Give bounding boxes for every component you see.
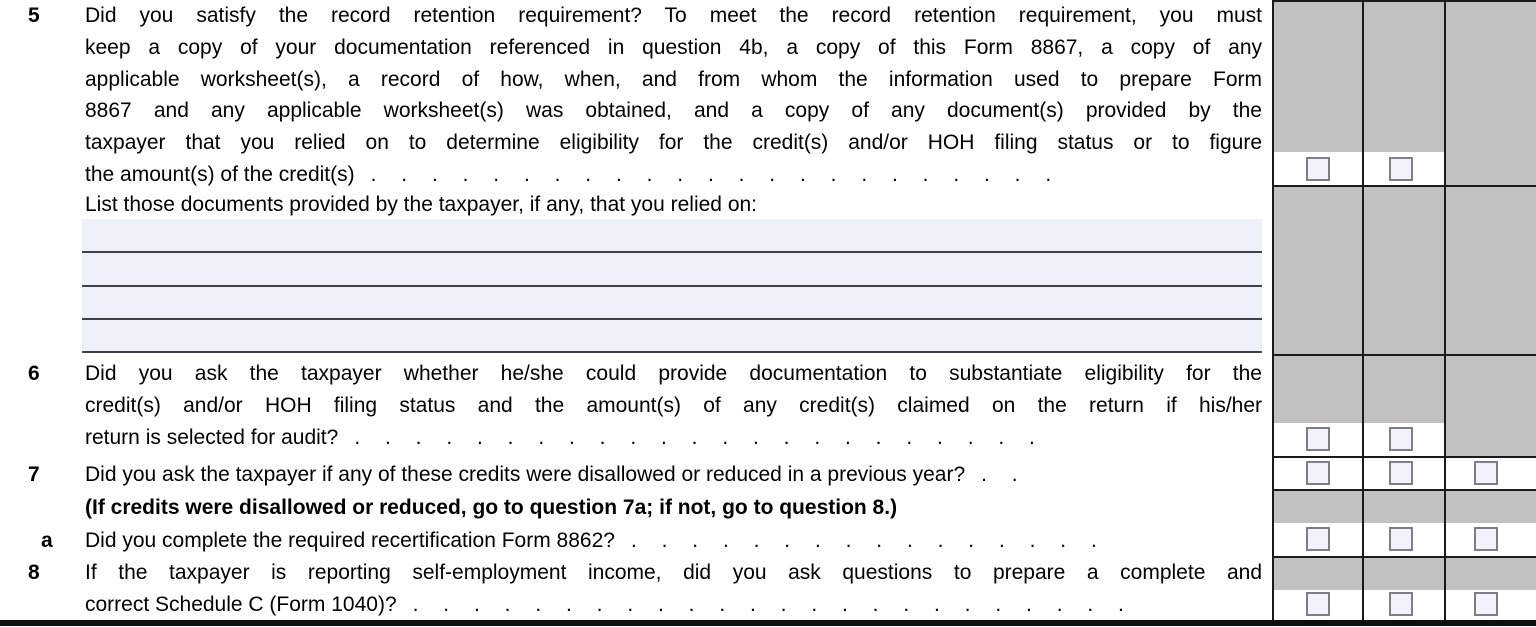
q7-col1-checkbox[interactable] [1306,461,1330,485]
text-line: (If credits were disallowed or reduced, go to question 7a; if not, go to question 8.) [85,496,898,519]
text-line: Did you ask the taxpayer if any of these credits were disallowed or reduced in a previous year? . . [85,463,1018,486]
question-7a-number: a [41,529,53,552]
text-line: taxpayer that you relied on to determine eligibility for the credit(s) and/or HOH filing status or to figure [85,131,1262,155]
q7a-col1-checkbox[interactable] [1306,527,1330,551]
q6-col1-checkbox[interactable] [1306,427,1330,451]
q8-col3-checkbox[interactable] [1474,592,1498,616]
question-6-number: 6 [28,362,40,385]
q7a-col2-checkbox[interactable] [1389,527,1413,551]
grid-divider [1272,0,1274,622]
dot-leader: . . . . . . . . . . . . . . . . . . . . . . . . [412,592,1124,616]
grid-divider [1272,0,1536,2]
q7-col3-checkbox[interactable] [1474,461,1498,485]
na-shaded-cell [1274,187,1362,354]
na-shaded-cell [1446,491,1536,523]
q8-col2-checkbox[interactable] [1389,592,1413,616]
question-7a-text [85,525,1262,557]
na-shaded-cell [1446,356,1536,456]
dot-leader: . . . . . . . . . . . . . . . . . . . . . . . [370,162,1052,186]
question-8-number: 8 [28,561,40,584]
question-5-number: 5 [28,4,40,27]
question-8-row [28,557,1262,621]
question-6-row [28,358,1262,453]
text-line: return is selected for audit? . . . . . . . . . . . . . . . . . . . . . . . [85,425,1035,449]
document-line-1[interactable] [82,219,1262,253]
grid-divider [1362,0,1364,622]
grid-divider [1272,556,1536,558]
text-line: the amount(s) of the credit(s) . . . . . . . . . . . . . . . . . . . . . . . [85,162,1052,186]
na-shaded-cell [1364,2,1444,152]
text-line: List those documents provided by the taxpayer, if any, that you relied on: [85,193,758,216]
question-7a-row [28,525,1262,557]
q5-col1-checkbox[interactable] [1306,157,1330,181]
q5-col2-checkbox[interactable] [1389,157,1413,181]
text-line: correct Schedule C (Form 1040)? . . . . . . . . . . . . . . . . . . . . . . . . [85,592,1124,616]
question-6-text [85,358,1262,453]
na-shaded-cell [1364,356,1444,423]
dot-leader: . . . . . . . . . . . . . . . . . . . . . . . [354,425,1035,449]
na-shaded-cell [1446,558,1536,590]
section-bottom-rule [0,620,1536,626]
dot-leader: . . [981,463,1018,486]
document-line-4[interactable] [82,320,1262,353]
question-5-list-label [85,189,1262,221]
na-shaded-cell [1274,2,1362,152]
document-line-3[interactable] [82,287,1262,320]
na-shaded-cell [1364,558,1444,590]
text-line: applicable worksheet(s), a record of how, when, and from whom the information used to prepare Form [85,67,1262,91]
grid-divider [1272,489,1536,491]
na-shaded-cell [1274,558,1362,590]
question-7-note [85,492,1262,524]
question-8-text [85,557,1262,621]
text-line: If the taxpayer is reporting self-employment income, did you ask questions to prepare a complete and [85,561,1262,584]
na-shaded-cell [1274,356,1362,423]
question-5-list-label-row [28,189,1262,221]
text-line: Did you ask the taxpayer whether he/she could provide documentation to substantiate eligibility for the [85,362,1262,385]
q7-col2-checkbox[interactable] [1389,461,1413,485]
text-line: Did you satisfy the record retention requirement? To meet the record retention requirement, you must [85,4,1262,27]
grid-divider [1272,354,1536,356]
na-shaded-cell [1364,187,1444,354]
question-7-number: 7 [28,463,40,486]
text-line: keep a copy of your documentation referenced in question 4b, a copy of this Form 8867, a copy of any [85,35,1262,59]
q6-col2-checkbox[interactable] [1389,427,1413,451]
question-7-row [28,459,1262,491]
document-line-2[interactable] [82,253,1262,287]
q7a-col3-checkbox[interactable] [1474,527,1498,551]
na-shaded-cell [1364,491,1444,523]
na-shaded-cell [1274,491,1362,523]
question-5-text [85,0,1262,191]
question-7-note-row [28,492,1262,524]
text-line: credit(s) and/or HOH filing status and the amount(s) of any credit(s) claimed on the return if his/her [85,393,1262,417]
question-5-row [28,0,1262,191]
text-line: 8867 and any applicable worksheet(s) was obtained, and a copy of any document(s) provided by the [85,99,1262,123]
question-7-text [85,459,1262,491]
grid-divider [1272,185,1536,187]
grid-divider [1444,0,1446,622]
grid-divider [1272,456,1536,458]
na-shaded-cell [1446,2,1536,185]
text-line: Did you complete the required recertification Form 8862? . . . . . . . . . . . . . . . . [85,529,1097,552]
dot-leader: . . . . . . . . . . . . . . . . [630,529,1097,552]
q8-col1-checkbox[interactable] [1306,592,1330,616]
na-shaded-cell [1446,187,1536,354]
